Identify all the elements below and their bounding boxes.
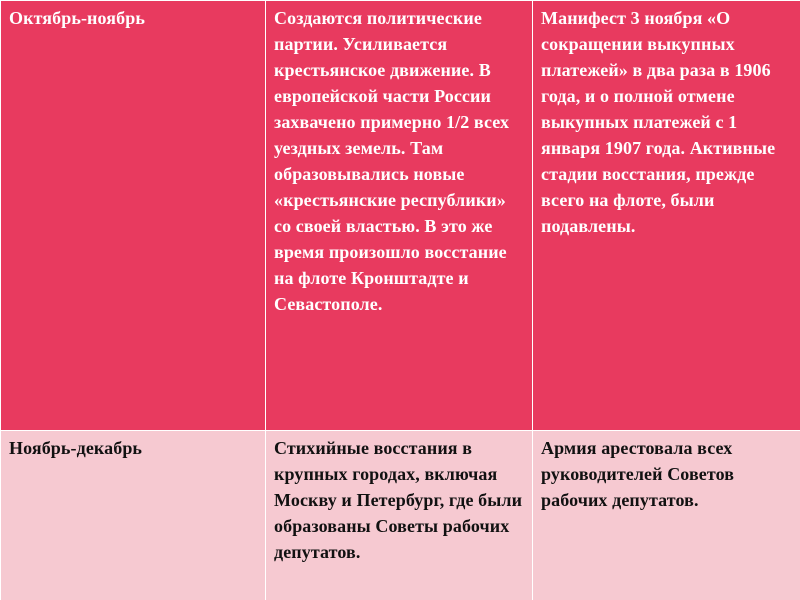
period-cell (1, 431, 266, 600)
events-text: Создаются политические партии. Усиливается крестьянское движение. В европейской части России захвачено примерно 1/2 всех уездных земель. Там образовывались новые «крестьянские республики» со своей властью. В это же время произошло восстание на флоте Кронштадте и Севастополе. (274, 8, 510, 314)
period-text: Ноябрь-декабрь (9, 438, 143, 458)
events-text: Стихийные восстания в крупных городах, включая Москву и Петербург, где были образованы Советы рабочих депутатов. (274, 438, 523, 562)
period-text: Октябрь-ноябрь (9, 8, 145, 28)
events-cell (266, 1, 533, 431)
table-row (1, 431, 800, 600)
results-cell (533, 431, 800, 600)
table-row (1, 1, 800, 431)
period-cell (1, 1, 266, 431)
events-cell (266, 431, 533, 600)
results-cell (533, 1, 800, 431)
results-text: Армия арестовала всех руководителей Советов рабочих депутатов. (541, 438, 735, 510)
results-text: Манифест 3 ноября «О сокращении выкупных платежей» в два раза в 1906 года, и о полной отмене выкупных платежей с 1 января 1907 года. Активные стадии восстания, прежде всего на флоте, были подавлены. (541, 8, 776, 236)
